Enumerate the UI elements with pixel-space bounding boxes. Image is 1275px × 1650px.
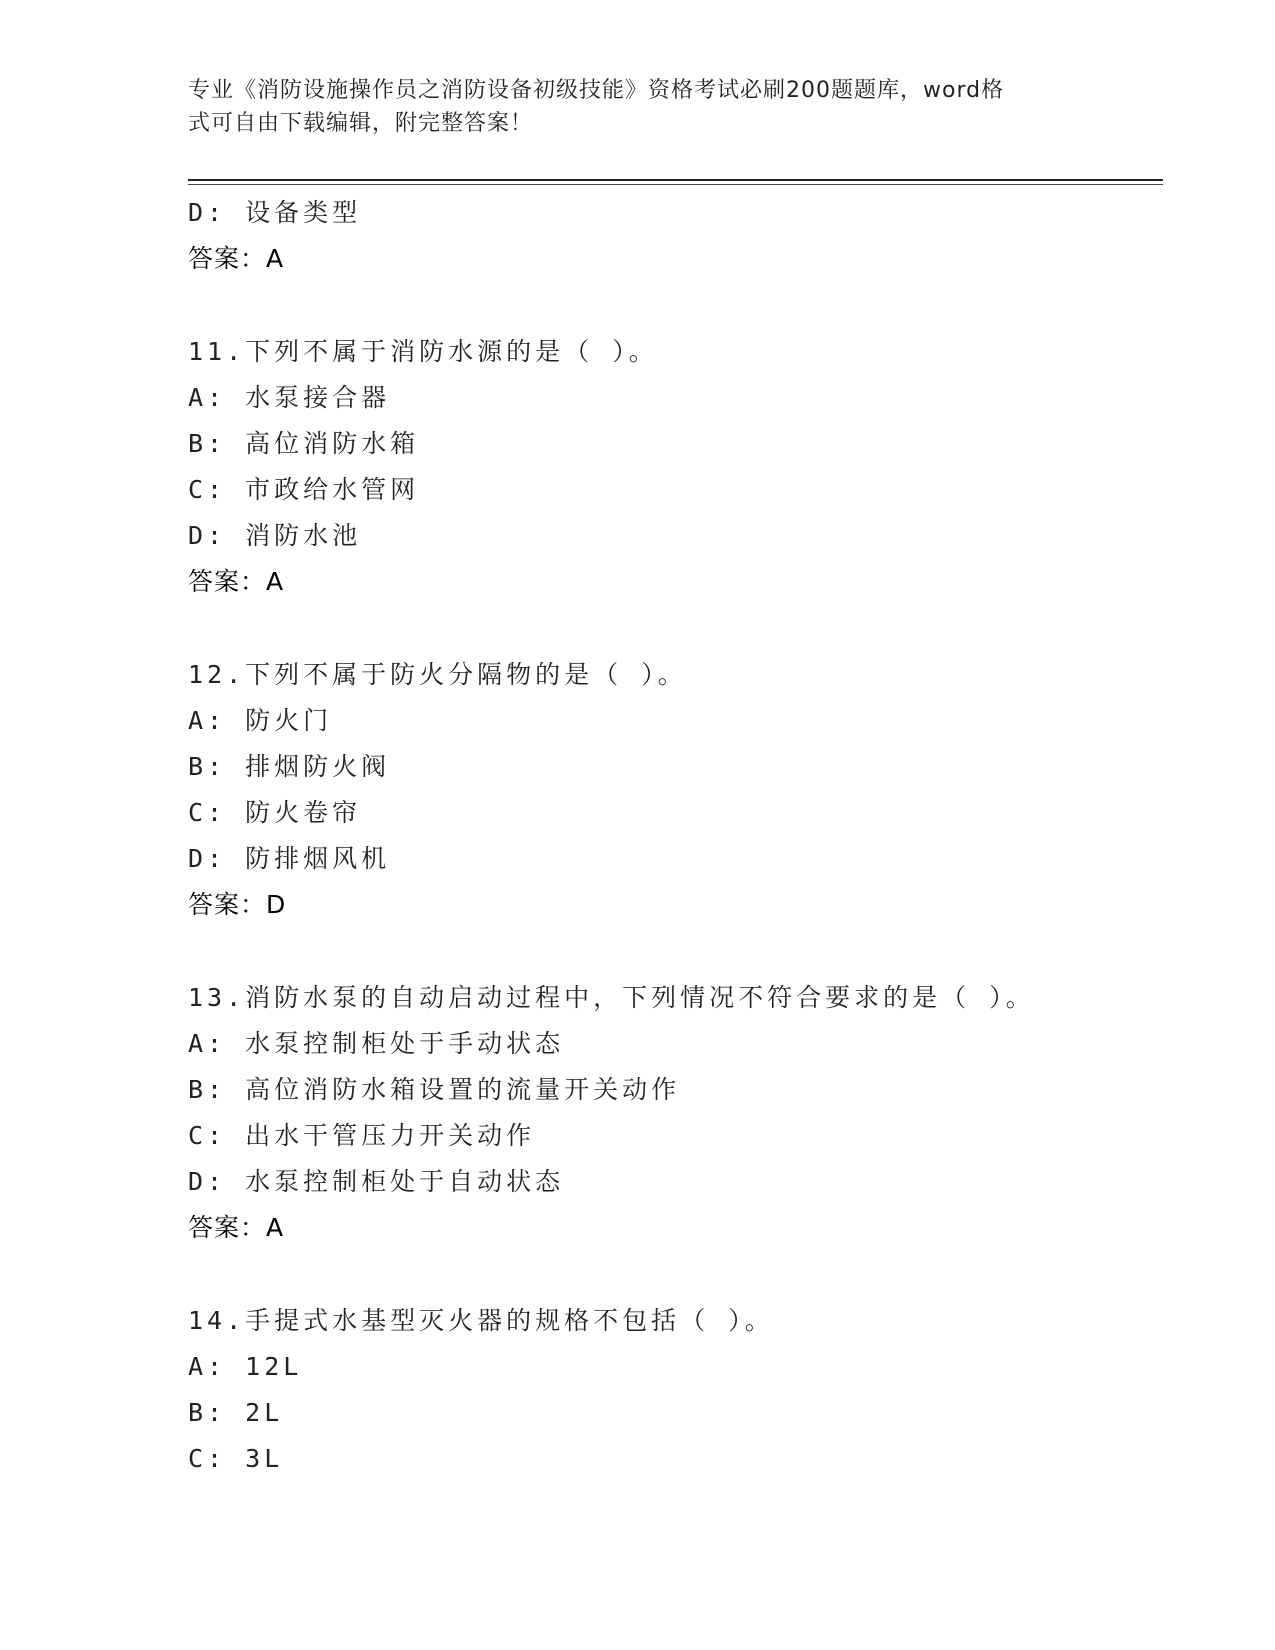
document-header bbox=[188, 74, 1078, 140]
question-11 bbox=[188, 329, 1163, 605]
option-d: D: 防排烟风机 bbox=[188, 844, 391, 873]
option-b: B: 排烟防火阀 bbox=[188, 752, 391, 781]
header-divider-thin bbox=[188, 184, 1163, 185]
header-divider-thick bbox=[188, 179, 1163, 181]
spacer bbox=[188, 282, 1163, 329]
option-b: B: 高位消防水箱 bbox=[188, 429, 420, 458]
answer-line: 答案：D bbox=[188, 890, 287, 919]
header-line-2: 式可自由下载编辑，附完整答案！ bbox=[188, 111, 534, 136]
question-14 bbox=[188, 1298, 1163, 1482]
option-d: D: 水泵控制柜处于自动状态 bbox=[188, 1167, 565, 1196]
option-a: A: 12L bbox=[188, 1352, 303, 1381]
spacer bbox=[188, 928, 1163, 975]
spacer bbox=[188, 1251, 1163, 1298]
option-a: A: 水泵控制柜处于手动状态 bbox=[188, 1029, 565, 1058]
header-line-1: 专业《消防设施操作员之消防设备初级技能》资格考试必刷200题题库，word格 bbox=[188, 78, 1005, 103]
option-c: C: 出水干管压力开关动作 bbox=[188, 1121, 536, 1150]
question-stem: 11.下列不属于消防水源的是（ ）。 bbox=[188, 337, 658, 366]
question-10-answer: 答案：A bbox=[188, 244, 285, 273]
option-c: C: 市政给水管网 bbox=[188, 475, 420, 504]
question-stem: 14.手提式水基型灭火器的规格不包括（ ）。 bbox=[188, 1306, 774, 1335]
option-b: B: 2L bbox=[188, 1398, 284, 1427]
option-c: C: 防火卷帘 bbox=[188, 798, 362, 827]
question-content bbox=[188, 190, 1163, 1482]
option-c: C: 3L bbox=[188, 1444, 284, 1473]
question-10-option-d: D: 设备类型 bbox=[188, 198, 362, 227]
option-a: A: 防火门 bbox=[188, 706, 333, 735]
option-d: D: 消防水池 bbox=[188, 521, 362, 550]
option-b: B: 高位消防水箱设置的流量开关动作 bbox=[188, 1075, 681, 1104]
question-stem: 13.消防水泵的自动启动过程中，下列情况不符合要求的是（ ）。 bbox=[188, 983, 1035, 1012]
question-13 bbox=[188, 975, 1163, 1251]
option-a: A: 水泵接合器 bbox=[188, 383, 391, 412]
question-12 bbox=[188, 652, 1163, 928]
spacer bbox=[188, 605, 1163, 652]
answer-line: 答案：A bbox=[188, 1213, 285, 1242]
answer-line: 答案：A bbox=[188, 567, 285, 596]
question-stem: 12.下列不属于防火分隔物的是（ ）。 bbox=[188, 660, 687, 689]
